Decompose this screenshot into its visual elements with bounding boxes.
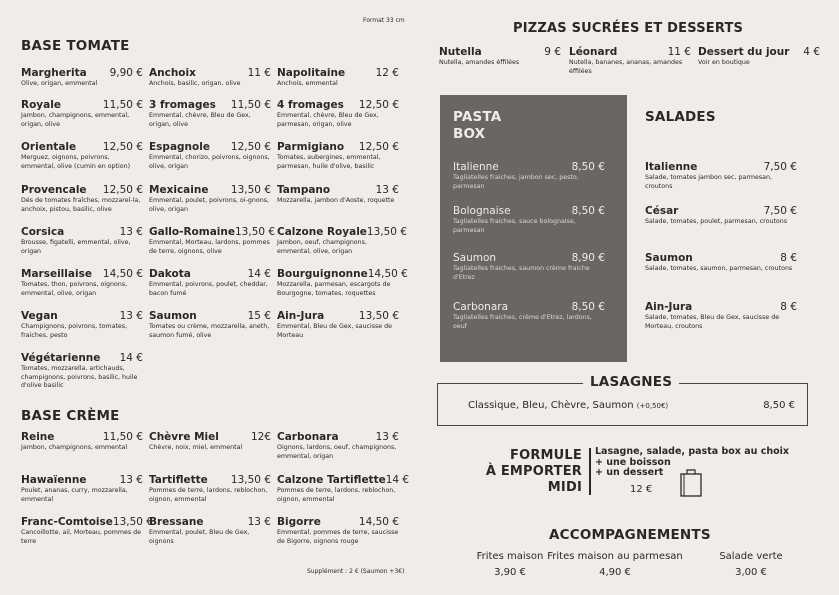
menu-item — [277, 184, 399, 206]
item-name: Italienne — [453, 161, 499, 173]
item-desc: Anchois, emmental — [277, 80, 338, 87]
item-name: Tampano — [277, 184, 331, 196]
menu-item — [149, 99, 271, 129]
menu-item — [21, 516, 153, 546]
item-name: Anchoix — [149, 67, 196, 79]
item-name: 3 fromages — [149, 99, 216, 111]
menu-item — [21, 141, 143, 171]
item-price: 12 € — [375, 67, 399, 79]
item-desc: Voir en boutique — [698, 59, 750, 66]
item-price: 12,50 € — [358, 99, 399, 111]
side-price: 3,00 € — [735, 567, 767, 578]
item-price: 13 € — [247, 516, 271, 528]
item-price: 11,50 € — [102, 99, 143, 111]
item-desc: Emmental, Morteau, lardons, pommes de terre, oignons, olive — [149, 239, 270, 255]
item-name: Hawaïenne — [21, 474, 87, 486]
menu-item — [21, 67, 143, 89]
item-desc: Pommes de terre, lardons, reblochon, oignon, emmental — [277, 487, 396, 503]
item-name: Italienne — [645, 161, 698, 173]
item-price: 11,50 € — [230, 99, 271, 111]
item-name: Bolognaise — [453, 205, 511, 217]
pasta-title-line2: BOX — [453, 126, 486, 142]
item-desc: Emmental, pommes de terre, saucisse de Bigorre, oignons rouge — [277, 529, 399, 545]
menu-item — [645, 161, 797, 191]
menu-item — [277, 474, 410, 504]
item-price: 14,50 € — [102, 268, 143, 280]
item-price: 13,50 € — [112, 516, 153, 528]
menu-item — [149, 184, 271, 214]
item-desc: Tomates ou crème, mozzarella, aneth, saumon fumé, olive — [149, 323, 270, 339]
item-desc: Olive, origan, emmental — [21, 80, 98, 87]
salades-title: SALADES — [645, 109, 716, 125]
item-desc: Pommes de terre, lardons, reblochon, oignon, emmental — [149, 487, 268, 503]
item-desc: Nutella, bananes, ananas, amandes éffilées — [569, 59, 683, 75]
base-creme-title: BASE CRÈME — [21, 408, 120, 424]
item-name: Calzone Royale — [277, 226, 367, 238]
item-price: 9 € — [544, 46, 561, 58]
item-price: 11 € — [247, 67, 271, 79]
item-desc: Jambon, champignons, emmental, origan, olive — [21, 112, 130, 128]
item-price: 14 € — [247, 268, 271, 280]
item-price: 13 € — [119, 226, 143, 238]
item-desc: Jambon, champignons, emmental — [21, 444, 128, 451]
menu-item — [645, 205, 797, 227]
item-name: Nutella — [439, 46, 482, 58]
item-desc: Champignons, poivrons, tomates, fraiches, pesto — [21, 323, 128, 339]
menu-item — [21, 99, 143, 129]
item-desc: Emmental, poivrons, poulet, cheddar, bacon fumé — [149, 281, 268, 297]
item-price: 7,50 € — [763, 205, 797, 217]
menu-item — [149, 431, 271, 453]
item-name: Mexicaine — [149, 184, 209, 196]
menu-item — [645, 252, 797, 274]
item-desc: Salade, tomates, poulet, parmesan, croutons — [645, 218, 788, 225]
menu-item — [21, 474, 143, 504]
item-price: 14 € — [385, 474, 410, 486]
item-name: 4 fromages — [277, 99, 344, 111]
side-item — [651, 549, 839, 581]
menu-item — [149, 67, 271, 89]
item-price: 13 € — [375, 431, 399, 443]
item-desc: Tagliatelles fraiches, sauce bolognaise, parmesan — [453, 218, 576, 234]
item-desc: Tomates, aubergines, emmental, parmesan, huile d'olive, basilic — [277, 154, 381, 170]
accompagnements-title: ACCOMPAGNEMENTS — [549, 527, 711, 543]
menu-item — [149, 268, 271, 298]
item-desc: Merguez, oignons, poivrons, emmental, olive (cumin en option) — [21, 154, 131, 170]
item-price: 8 € — [780, 252, 797, 264]
side-name: Frites maison — [476, 551, 544, 562]
lasagnes-box — [437, 374, 808, 426]
item-price: 13,50 € — [235, 226, 276, 238]
item-price: 8,50 € — [571, 161, 605, 173]
item-desc: Emmental, chorizo, poivrons, oignons, olive, origan — [149, 154, 270, 170]
formule-line2: À EMPORTER — [485, 464, 582, 479]
menu-item — [453, 161, 605, 191]
menu-item — [439, 46, 561, 68]
item-name: Royale — [21, 99, 61, 111]
item-name: Corsica — [21, 226, 65, 238]
item-desc: Mozzarella, jambon d'Aoste, roquette — [277, 197, 395, 204]
menu-item — [149, 474, 271, 504]
item-price: 14,50 € — [367, 268, 408, 280]
item-name: Végétarienne — [21, 352, 101, 364]
item-price: 12,50 € — [230, 141, 271, 153]
menu-item — [149, 516, 271, 546]
item-desc: Dés de tomates fraîches, mozzarel-la, anchoix, pistou, basilic, olive — [21, 197, 141, 213]
item-name: Gallo-Romaine — [149, 226, 235, 238]
pasta-title-line1: PASTA — [453, 109, 502, 125]
item-name: Parmigiano — [277, 141, 345, 153]
item-price: 7,50 € — [763, 161, 797, 173]
menu-item — [569, 46, 691, 76]
menu-item — [453, 301, 605, 331]
menu-item — [645, 301, 797, 331]
item-desc: Emmental, poulet, Bleu de Gex, oignons — [149, 529, 250, 545]
item-desc: Salade, tomates, Bleu de Gex, saucisse de Morteau, croutons — [645, 314, 780, 330]
item-price: 11 € — [667, 46, 691, 58]
menu-item — [277, 431, 399, 461]
item-desc: Emmental, poulet, poivrons, oi-gnons, olive, origan — [149, 197, 270, 213]
item-price: 8,90 € — [571, 252, 605, 264]
item-name: Carbonara — [453, 301, 509, 313]
item-price: 8,50 € — [571, 205, 605, 217]
item-name: Provencale — [21, 184, 87, 196]
menu-item — [149, 141, 271, 171]
item-name: Marseillaise — [21, 268, 92, 280]
item-name: Saumon — [453, 252, 497, 264]
item-name: Orientale — [21, 141, 77, 153]
item-price: 13 € — [119, 474, 143, 486]
item-name: Chèvre Miel — [149, 431, 219, 443]
item-desc: Emmental, chèvre, Bleu de Gex, origan, olive — [149, 112, 251, 128]
item-desc: Tagliatelles fraiches, saumon crème fraiche d'Etrez — [453, 265, 590, 281]
supplement-note: Supplément : 2 € (Saumon +3€) — [307, 568, 405, 575]
item-price: 15 € — [247, 310, 271, 322]
menu-item — [698, 46, 820, 68]
menu-item — [277, 516, 399, 546]
item-name: Tartiflette — [149, 474, 208, 486]
side-name: Salade verte — [719, 551, 783, 562]
item-name: Saumon — [645, 252, 693, 264]
item-name: Saumon — [149, 310, 197, 322]
formule-line3: MIDI — [547, 480, 582, 495]
item-name: Bourguignonne — [277, 268, 368, 280]
item-desc: Emmental, chèvre, Bleu de Gex, parmesan, origan, olive — [277, 112, 379, 128]
menu-item — [277, 310, 399, 340]
item-name: Franc-Comtoise — [21, 516, 113, 528]
item-desc: Nutella, amandes éffilées — [439, 59, 520, 66]
item-desc: Chèvre, noix, miel, emmental — [149, 444, 243, 451]
item-price: 14,50 € — [358, 516, 399, 528]
item-price: 8 € — [780, 301, 797, 313]
menu-item — [21, 226, 143, 256]
menu-item — [277, 99, 399, 129]
item-name: Ain-Jura — [645, 301, 693, 313]
item-desc: Tagliatelles fraiches, jambon sec, pesto, parmesan — [453, 174, 579, 190]
item-desc: Tagliatelles fraiches, crème d'Etrez, lardons, oeuf — [453, 314, 592, 330]
item-price: 12,50 € — [358, 141, 399, 153]
lasagnes-extra: (+0,50€) — [636, 402, 669, 410]
item-price: 13,50 € — [230, 474, 271, 486]
item-price: 12€ — [250, 431, 271, 443]
item-desc: Tomates, thon, poivrons, oignons, emmental, olive, origan — [21, 281, 128, 297]
item-name: Bigorre — [277, 516, 321, 528]
formule-divider — [589, 448, 591, 495]
menu-item — [453, 205, 605, 235]
formule-price: 12 € — [630, 484, 653, 495]
base-tomate-title: BASE TOMATE — [21, 38, 130, 54]
item-price: 12,50 € — [102, 141, 143, 153]
menu-item — [21, 184, 143, 214]
pasta-box-panel — [440, 95, 627, 362]
item-price: 13 € — [375, 184, 399, 196]
item-desc: Oignons, lardons, oeuf, champignons, emmental, origan — [277, 444, 397, 460]
item-price: 11,50 € — [102, 431, 143, 443]
menu-item — [453, 252, 605, 282]
lasagnes-title: LASAGNES — [583, 374, 679, 390]
side-price: 4,90 € — [599, 567, 631, 578]
item-desc: Salade, tomates, saumon, parmesan, croutons — [645, 265, 793, 272]
item-name: Espagnole — [149, 141, 210, 153]
desserts-title: PIZZAS SUCRÉES ET DESSERTS — [513, 21, 744, 36]
formule-desc3: + un dessert — [595, 467, 664, 478]
side-price: 3,90 € — [494, 567, 526, 578]
menu-item — [21, 310, 143, 340]
item-name: Bressane — [149, 516, 204, 528]
menu-item — [277, 268, 408, 298]
item-price: 14 € — [119, 352, 143, 364]
menu-item — [21, 268, 143, 298]
item-price: 4 € — [803, 46, 820, 58]
item-price: 13 € — [119, 310, 143, 322]
side-name: Frites maison au parmesan — [547, 551, 683, 562]
item-name: Dakota — [149, 268, 191, 280]
item-name: Reine — [21, 431, 55, 443]
item-desc: Cancoillotte, ail, Morteau, pommes de terre — [21, 529, 142, 545]
menu-item — [149, 310, 271, 340]
menu-item — [21, 431, 143, 453]
item-desc: Anchois, basilic, origan, olive — [149, 80, 241, 87]
item-desc: Poulet, ananas, curry, mozzarella, emmental — [21, 487, 128, 503]
format-note: Format 33 cm — [363, 17, 405, 24]
item-name: Ain-Jura — [277, 310, 325, 322]
item-desc: Brousse, figatelli, emmental, olive, origan — [21, 239, 131, 255]
item-name: Calzone Tartiflette — [277, 474, 386, 486]
menu-item — [277, 226, 407, 256]
takeaway-bag-icon — [678, 468, 704, 498]
item-name: Dessert du jour — [698, 46, 790, 58]
formule-line1: FORMULE — [510, 448, 582, 463]
lasagnes-desc: Classique, Bleu, Chèvre, Saumon — [468, 400, 634, 411]
item-desc: Mozzarella, parmesan, escargots de Bourgogne, tomates, roquettes — [277, 281, 391, 297]
item-desc: Salade, tomates jambon sec, parmesan, croutons — [645, 174, 772, 190]
item-desc: Jambon, oeuf, champignons, emmental, olive, origan — [277, 239, 367, 255]
menu-item — [277, 67, 399, 89]
item-price: 13,50 € — [230, 184, 271, 196]
item-price: 12,50 € — [102, 184, 143, 196]
item-name: Vegan — [21, 310, 58, 322]
item-name: Léonard — [569, 46, 618, 58]
item-desc: Emmental, Bleu de Gex, saucisse de Morteau — [277, 323, 393, 339]
item-price: 9,90 € — [109, 67, 143, 79]
item-price: 13,50 € — [358, 310, 399, 322]
lasagnes-price: 8,50 € — [763, 400, 795, 411]
formule-desc1: Lasagne, salade, pasta box au choix — [595, 446, 790, 457]
item-desc: Tomates, mozzarella, artichauds, champignons, poivrons, basilic, huile d'olive basilic — [21, 365, 138, 390]
menu-item — [277, 141, 399, 171]
formule-desc2: + une boisson — [595, 456, 671, 468]
formule-title — [470, 448, 582, 496]
item-name: Carbonara — [277, 431, 339, 443]
item-name: César — [645, 205, 679, 217]
item-name: Margherita — [21, 67, 87, 79]
item-price: 8,50 € — [571, 301, 605, 313]
item-name: Napolitaine — [277, 67, 346, 79]
menu-item — [149, 226, 276, 256]
item-price: 13,50 € — [366, 226, 407, 238]
menu-item — [21, 352, 143, 391]
